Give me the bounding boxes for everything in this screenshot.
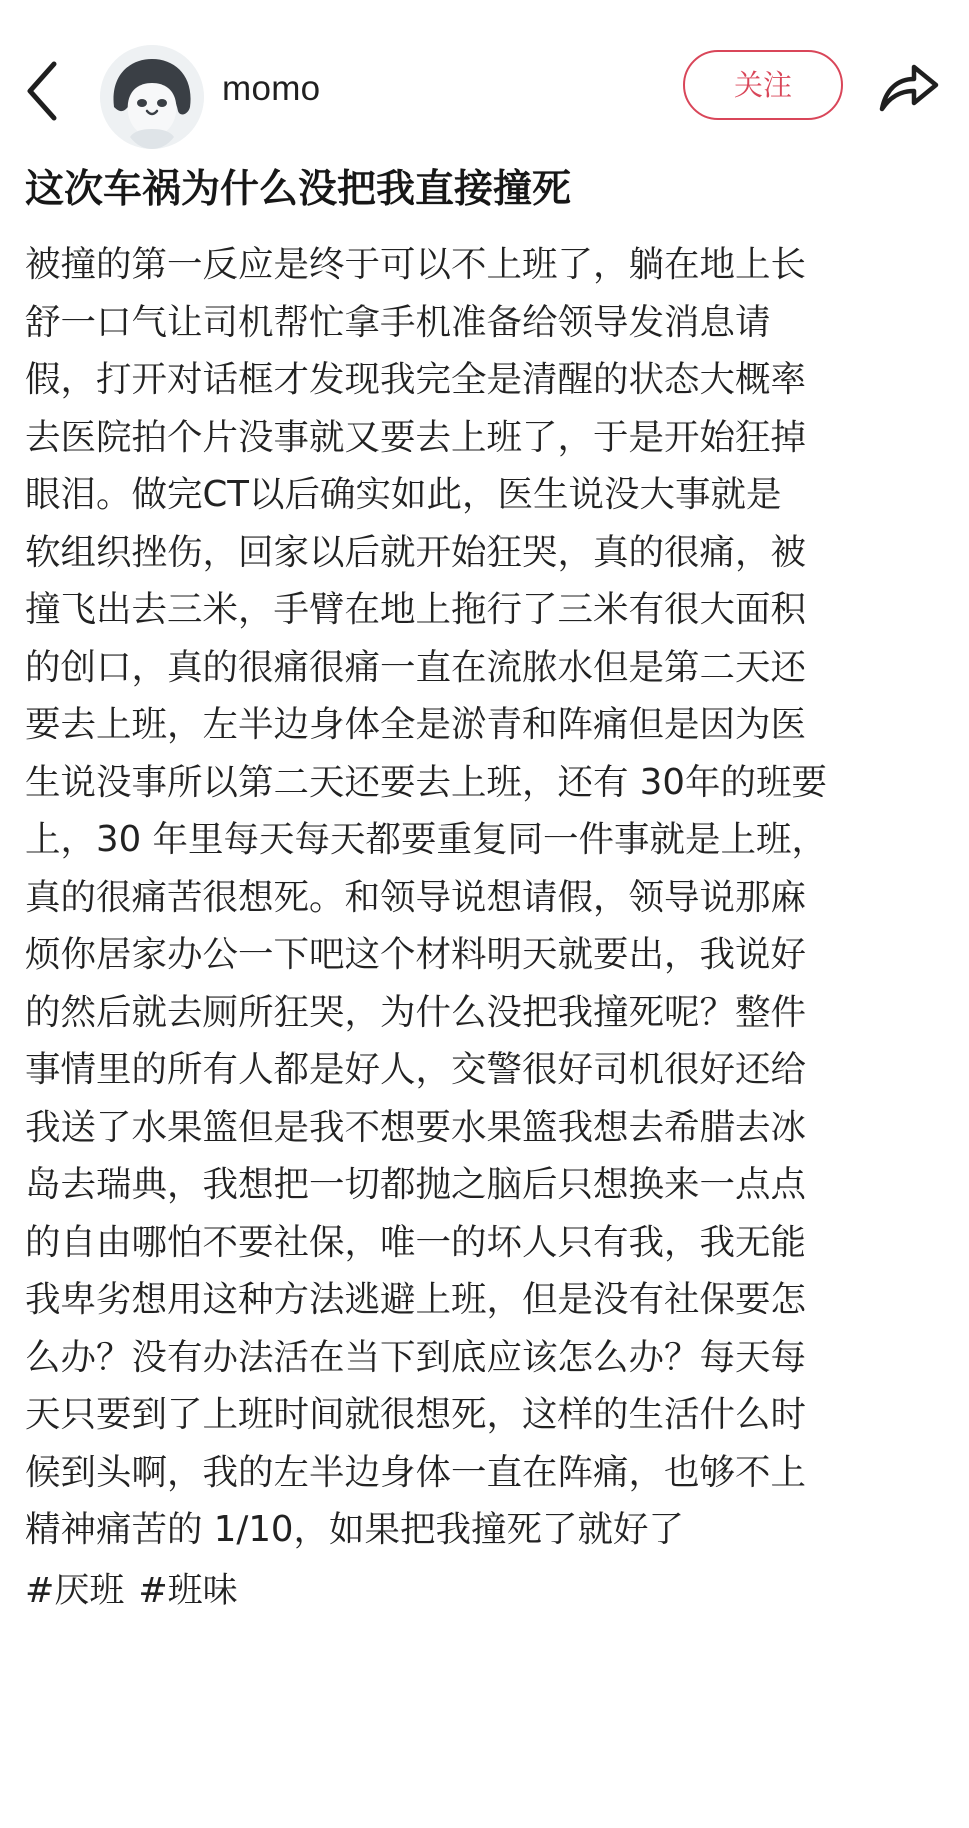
- post-body-line: 眼泪。做完CT以后确实如此，医生说没大事就是: [25, 474, 782, 515]
- avatar-cartoon: [100, 45, 204, 149]
- post-body-line: 我卑劣想用这种方法逃避上班，但是没有社保要怎: [25, 1279, 807, 1320]
- post-body-line: 舒一口气让司机帮忙拿手机准备给领导发消息请: [25, 301, 771, 343]
- post-body-line: 精神痛苦的 1/10，如果把我撞死了就好了: [25, 1509, 685, 1550]
- post-body-line: 么办？没有办法活在当下到底应该怎么办？每天每: [25, 1336, 807, 1378]
- post-body-line: 上，30 年里每天每天都要重复同一件事就是上班，: [25, 819, 827, 860]
- post-body-line: 事情里的所有人都是好人，交警很好司机很好还给: [25, 1049, 807, 1090]
- post-body-line: 的自由哪怕不要社保，唯一的坏人只有我，我无能: [25, 1221, 807, 1263]
- share-arrow-icon: [874, 51, 944, 121]
- post-body-line: 的然后就去厕所狂哭，为什么没把我撞死呢？整件: [25, 991, 807, 1033]
- post-header: [0, 0, 969, 160]
- post-title: 这次车祸为什么没把我直接撞死: [25, 167, 572, 212]
- hashtag-link[interactable]: #厌班: [25, 1570, 125, 1611]
- post-body-line: 要去上班，左半边身体全是淤青和阵痛但是因为医: [25, 704, 807, 745]
- chevron-left-icon: [22, 56, 70, 126]
- back-button[interactable]: [22, 56, 70, 126]
- follow-button[interactable]: 关注: [683, 50, 843, 120]
- post-body-line: 烦你居家办公一下吧这个材料明天就要出，我说好: [25, 934, 807, 975]
- post-body-line: 被撞的第一反应是终于可以不上班了，躺在地上长: [25, 244, 807, 285]
- tag-list: [25, 1563, 950, 1620]
- post-body-line: 真的很痛苦很想死。和领导说想请假，领导说那麻: [25, 876, 807, 918]
- post-body-line: 候到头啊，我的左半边身体一直在阵痛，也够不上: [25, 1451, 807, 1493]
- post-body-line: 生说没事所以第二天还要去上班，还有 30年的班要: [25, 761, 827, 803]
- username[interactable]: momo: [222, 69, 321, 108]
- post-body-line: 我送了水果篮但是我不想要水果篮我想去希腊去冰: [25, 1106, 807, 1148]
- post-body-line: 去医院拍个片没事就又要去上班了，于是开始狂掉: [25, 416, 807, 458]
- post-body-line: 假，打开对话框才发现我完全是清醒的状态大概率: [25, 359, 807, 400]
- post-content: [25, 160, 950, 1620]
- avatar[interactable]: [100, 45, 204, 149]
- share-button[interactable]: [874, 51, 944, 121]
- post-body-line: 软组织挫伤，回家以后就开始狂哭，真的很痛，被: [25, 531, 807, 573]
- post-body-line: 岛去瑞典，我想把一切都抛之脑后只想换来一点点: [25, 1164, 807, 1205]
- post-body-line: 天只要到了上班时间就很想死，这样的生活什么时: [25, 1394, 807, 1435]
- post-body: [25, 236, 950, 1559]
- post-body-line: 的创口，真的很痛很痛一直在流脓水但是第二天还: [25, 646, 807, 688]
- post-body-line: 撞飞出去三米，手臂在地上拖行了三米有很大面积: [25, 589, 807, 630]
- hashtag-link[interactable]: #班味: [138, 1570, 238, 1611]
